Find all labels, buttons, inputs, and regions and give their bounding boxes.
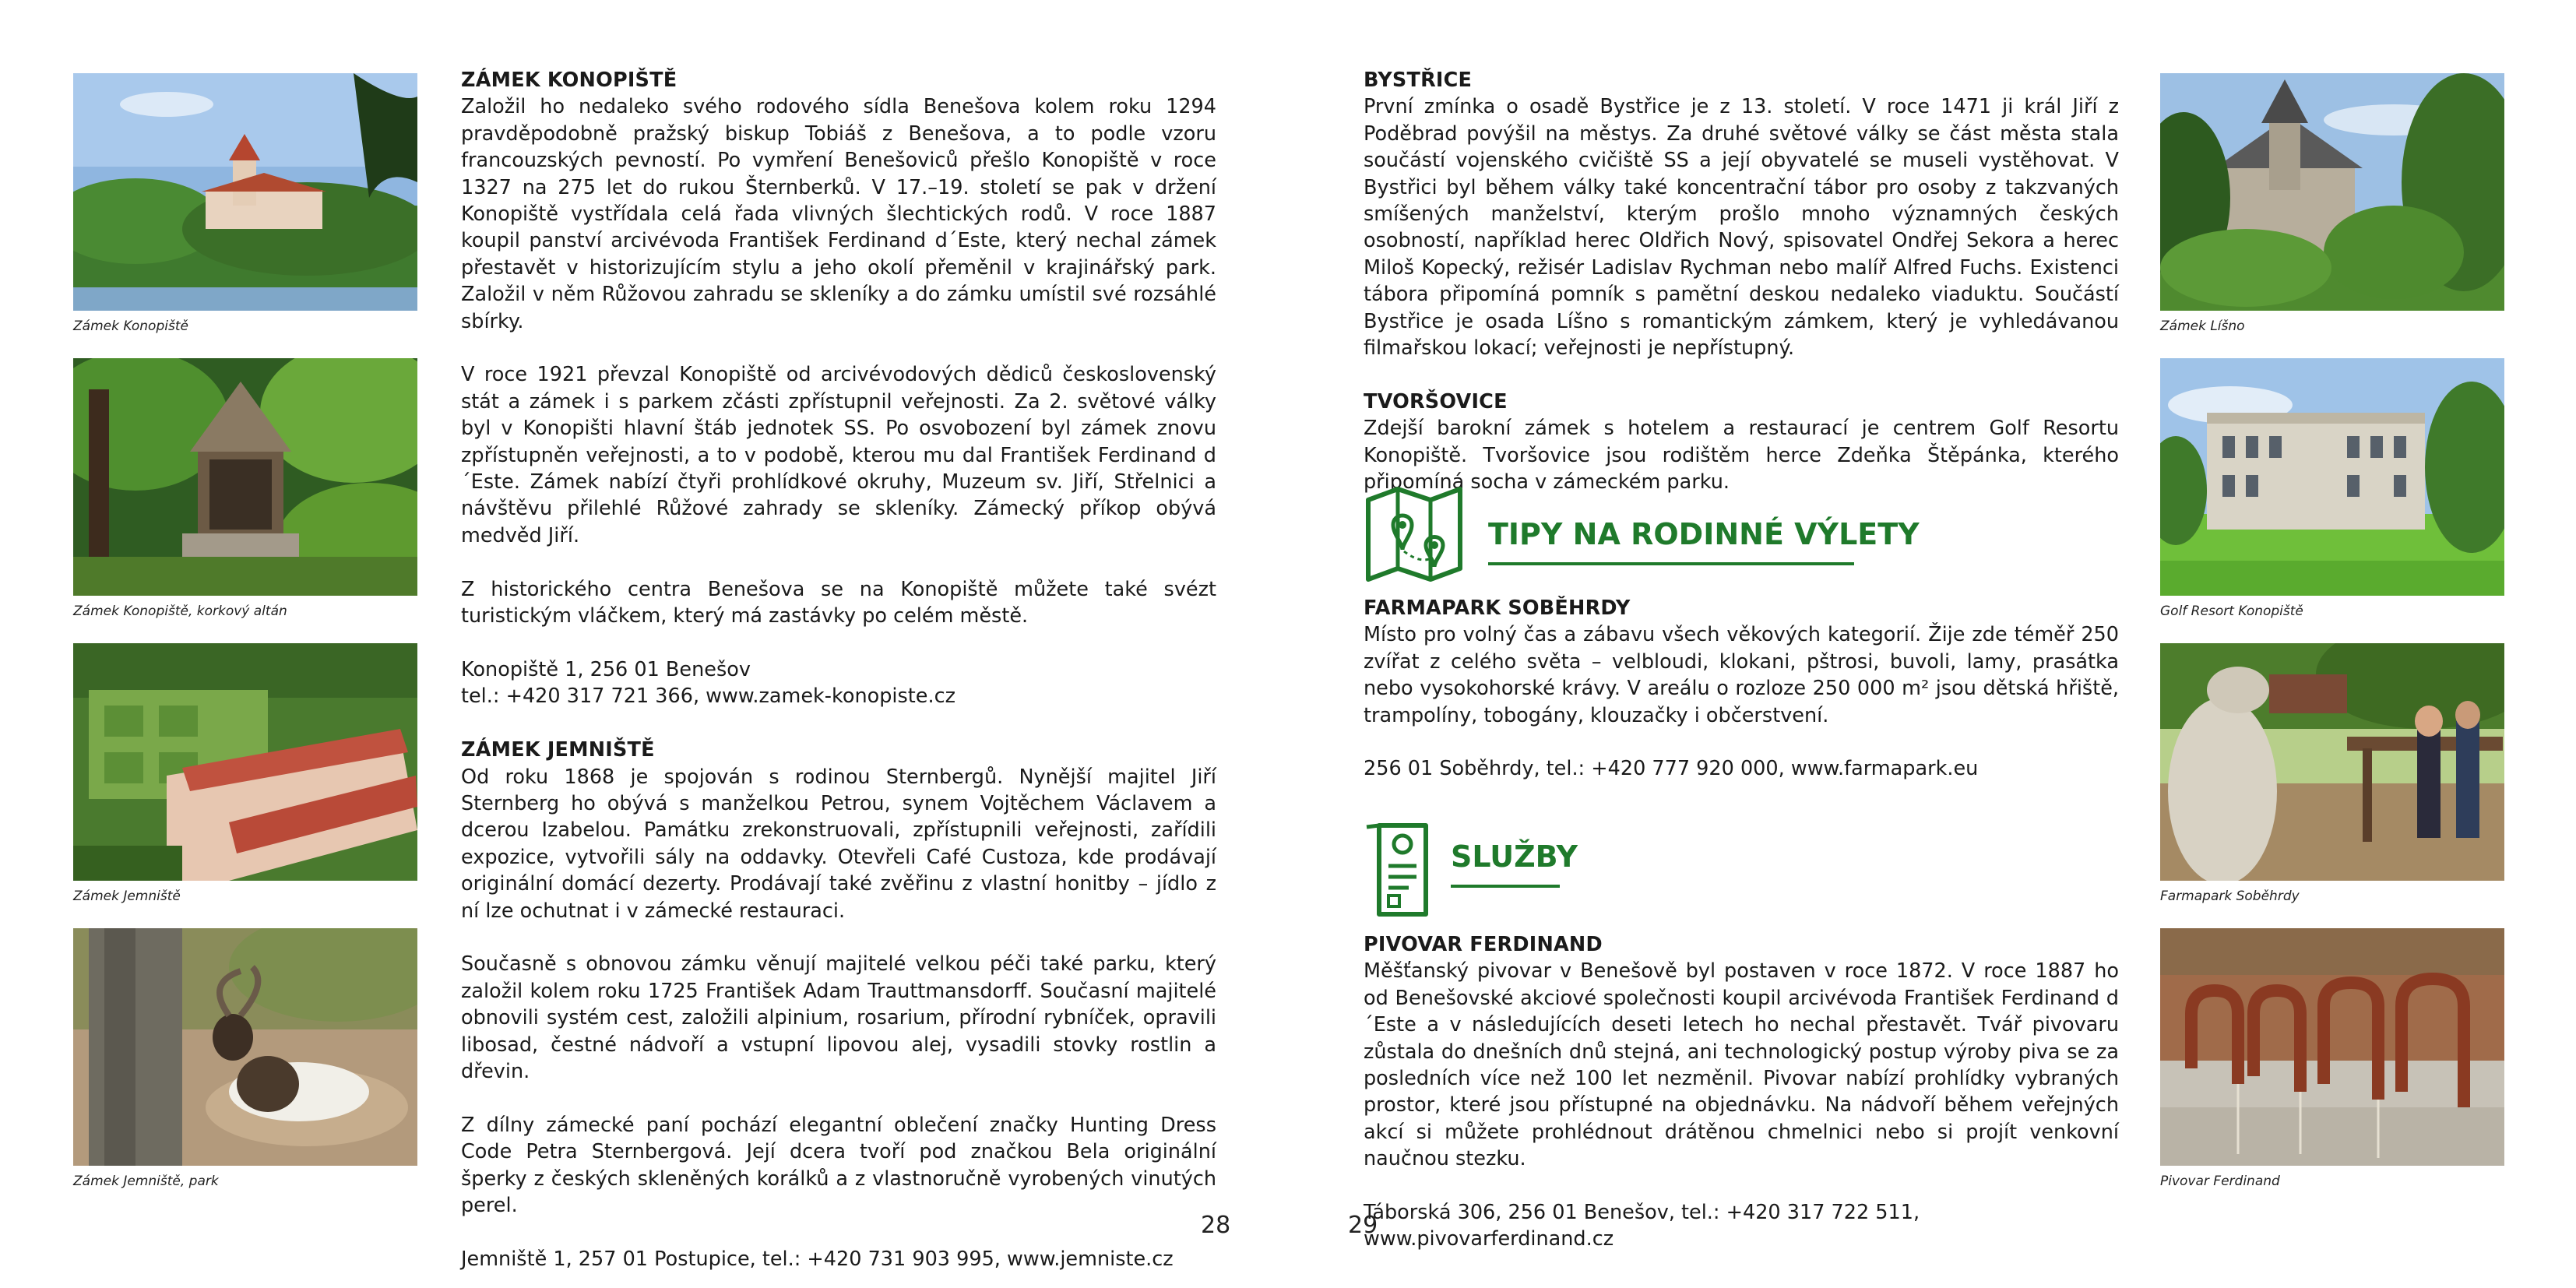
konopiste-paragraph-1: Založil ho nedaleko svého rodového sídla Benešova kolem roku 1294 pravděpodobně pražský biskup Tobiáš z Benešova, a to podle vzoru francouzských pevností. Po vymření Benešoviců přešlo Konopiště v roce 1327 na 275 let do rukou Šternberků. V 17.–19. století se pak v držení Konopiště vystřídala celá řada vlivných šlechtických rodů. V roce 1887 koupil panství arcivévoda František Ferdinand d´Este, který nechal zámek přestavět v historizujícím stylu a jeho okolí přeměnil v krajinářský park. Založil v něm Růžovou zahradu se skleníky a do zámku umístil své rozsáhlé sbírky. <box>461 95 1216 333</box>
family-trips-underline <box>1488 562 1854 565</box>
konopiste-contact: tel.: +420 317 721 366, www.zamek-konopiste.cz <box>461 684 955 709</box>
photo-zamek-lisno <box>2160 73 2504 311</box>
heading-zamek-konopiste: ZÁMEK KONOPIŠTĚ <box>461 69 677 92</box>
photo-korkovy-altan <box>73 358 417 596</box>
jemniste-address: Jemniště 1, 257 01 Postupice, tel.: +420 731 903 995, www.jemniste.cz <box>461 1247 1174 1271</box>
konopiste-paragraph-2: V roce 1921 převzal Konopiště od arcivévodových dědiců československý stát a zámek i s parkem zčásti zpřístupnil veřejnosti. Za 2. světové války byl v Konopišti hlavní štáb jednotek SS. Po osvobození byl zámek znovu zpřístupněn veřejnosti, a to v podobě, kterou mu dal František Ferdinand d´Este. Zámek nabízí čtyři prohlídkové okruhy, Muzeum sv. Jiří, Střelnici a návštěvu přilehlé Růžové zahrady se skleníky. Zámecký příkop obývá medvěd Jiří. <box>461 363 1216 547</box>
photo-golf-resort-konopiste <box>2160 358 2504 596</box>
pivovar-address: Táborská 306, 256 01 Benešov, tel.: +420 317 722 511, www.pivovarferdinand.cz <box>1364 1201 1920 1251</box>
bystrice-paragraph: První zmínka o osadě Bystřice je z 13. století. V roce 1471 ji král Jiří z Poděbrad povýšil na městys. Za druhé světové války se část města stala součástí vojenského cvičiště SS a její obyvatelé se museli vystěhovat. V Bystřici byl během války také koncentrační tábor pro osoby z takzvaných smíšených manželství, kterým prošlo mnoho významných českých osobností, například herec Oldřich Nový, spisovatel Ondřej Sekora a herec Miloš Kopecký, režisér Ladislav Rychman nebo malíř Alfred Fuchs. Existenci tábora připomíná pomník s pamětní deskou nedaleko viaduktu. Součástí Bystřice je osada Líšno s romantickým zámkem, který je vyhledávanou filmařskou lokací; veřejnosti je nepřístupný. <box>1364 95 2119 361</box>
pivovar-paragraph: Měšťanský pivovar v Benešově byl postaven v roce 1872. V roce 1887 ho od Benešovské akciové společnosti koupil arcivévoda František Ferdinand d´Este a v následujících deseti letech ho nechal přestavět. Tvář pivovaru zůstala do dnešních dnů stejná, ani technologický postup výroby piva se za posledních více než 100 let nezměnil. Pivovar nabízí prohlídky vybraných prostor, které jsou přístupné na objednávku. Na nádvoří během veřejných akcí si můžete prohlédnout drátěnou chmelnici nebo si projít venkovní naučnou stezku. <box>1364 959 2119 1171</box>
jemniste-paragraph-2: Současně s obnovou zámku věnují majitelé velkou péči také parku, který založil kolem roku 1725 František Adam Trauttmansdorff. Současní majitelé obnovili systém cest, založili alpinium, rosarium, přírodní rybníček, opravili libosad, čestné nádvoří a vstupní lipovou alej, vysadili stovky rostlin a dřevin. <box>461 952 1216 1083</box>
services-banner <box>1364 818 1675 919</box>
photo-farmapark-sobehrdy <box>2160 643 2504 881</box>
services-title: SLUŽBY <box>1451 839 1578 874</box>
heading-bystrice: BYSTŘICE <box>1364 69 1473 92</box>
caption-korkovy-altan: Zámek Konopiště, korkový altán <box>73 604 287 619</box>
caption-zamek-lisno: Zámek Líšno <box>2160 318 2245 334</box>
family-trips-banner <box>1364 484 1920 586</box>
family-trips-title: TIPY NA RODINNÉ VÝLETY <box>1488 517 1920 551</box>
farmapark-paragraph: Místo pro volný čas a zábavu všech věkových kategorií. Žije zde téměř 250 zvířat z celého světa – velbloudi, klokani, pštrosi, buvoli, lamy, prasátka nebo vysokohorské krávy. V areálu o rozloze 250 000 m² jsou dětská hřiště, trampolíny, tobogány, klouzačky i občerstvení. <box>1364 623 2119 727</box>
left-text-column <box>461 67 1216 1272</box>
door-hanger-icon <box>1364 818 1441 919</box>
heading-farmapark: FARMAPARK SOBĚHRDY <box>1364 596 1631 620</box>
map-pin-icon <box>1364 484 1465 586</box>
heading-tvorsovice: TVORŠOVICE <box>1364 389 1508 413</box>
pivovar-block <box>1364 931 2119 1253</box>
konopiste-address: Konopiště 1, 256 01 Benešov <box>461 657 751 681</box>
caption-zamek-jemniste: Zámek Jemniště <box>73 889 181 904</box>
page-number-right: 29 <box>1348 1212 1378 1239</box>
caption-farmapark: Farmapark Soběhrdy <box>2160 889 2300 904</box>
caption-jemniste-park: Zámek Jemniště, park <box>73 1174 219 1189</box>
konopiste-paragraph-3: Z historického centra Benešova se na Konopiště můžete také svézt turistickým vláčkem, který má zastávky po celém městě. <box>461 577 1216 628</box>
right-text-column <box>1364 67 2119 495</box>
services-underline <box>1451 885 1560 888</box>
jemniste-paragraph-1: Od roku 1868 je spojován s rodinou Sternbergů. Nynější majitel Jiří Sternberg ho obývá s manželkou Petrou, synem Vojtěchem Václavem a dcerou Izabelou. Památku zrekonstruovali, zpřístupnili veřejnosti, zařídili expozice, vytvořili sály na oddavky. Otevřeli Café Custoza, kde prodávají originální domácí dezerty. Prodávají také zvěřinu z vlastní honitby – jídlo z ní lze ochutnat i v zámecké restauraci. <box>461 765 1216 923</box>
photo-zamek-jemniste <box>73 643 417 881</box>
heading-pivovar: PIVOVAR FERDINAND <box>1364 933 1603 956</box>
photo-jemniste-park <box>73 928 417 1166</box>
farmapark-block <box>1364 595 2119 783</box>
photo-pivovar-ferdinand <box>2160 928 2504 1166</box>
photo-zamek-konopiste <box>73 73 417 311</box>
heading-zamek-jemniste: ZÁMEK JEMNIŠTĚ <box>461 738 655 762</box>
caption-golf-resort: Golf Resort Konopiště <box>2160 604 2303 619</box>
caption-pivovar-ferdinand: Pivovar Ferdinand <box>2160 1174 2280 1189</box>
tvorsovice-paragraph: Zdejší barokní zámek s hotelem a restaurací je centrem Golf Resortu Konopiště. Tvoršovice jsou rodištěm herce Zdeňka Štěpánka, kterého připomíná socha v zámeckém parku. <box>1364 417 2119 494</box>
page-number-left: 28 <box>1201 1212 1231 1239</box>
farmapark-address: 256 01 Soběhrdy, tel.: +420 777 920 000, www.farmapark.eu <box>1364 757 1979 781</box>
jemniste-paragraph-3: Z dílny zámecké paní pochází elegantní oblečení značky Hunting Dress Code Petra Sternbergová. Její dcera tvoří pod značkou Bela originální šperky z českých skleněných korálků a z vlastnoručně vyrobených vinutých perel. <box>461 1113 1216 1217</box>
caption-zamek-konopiste: Zámek Konopiště <box>73 318 188 334</box>
